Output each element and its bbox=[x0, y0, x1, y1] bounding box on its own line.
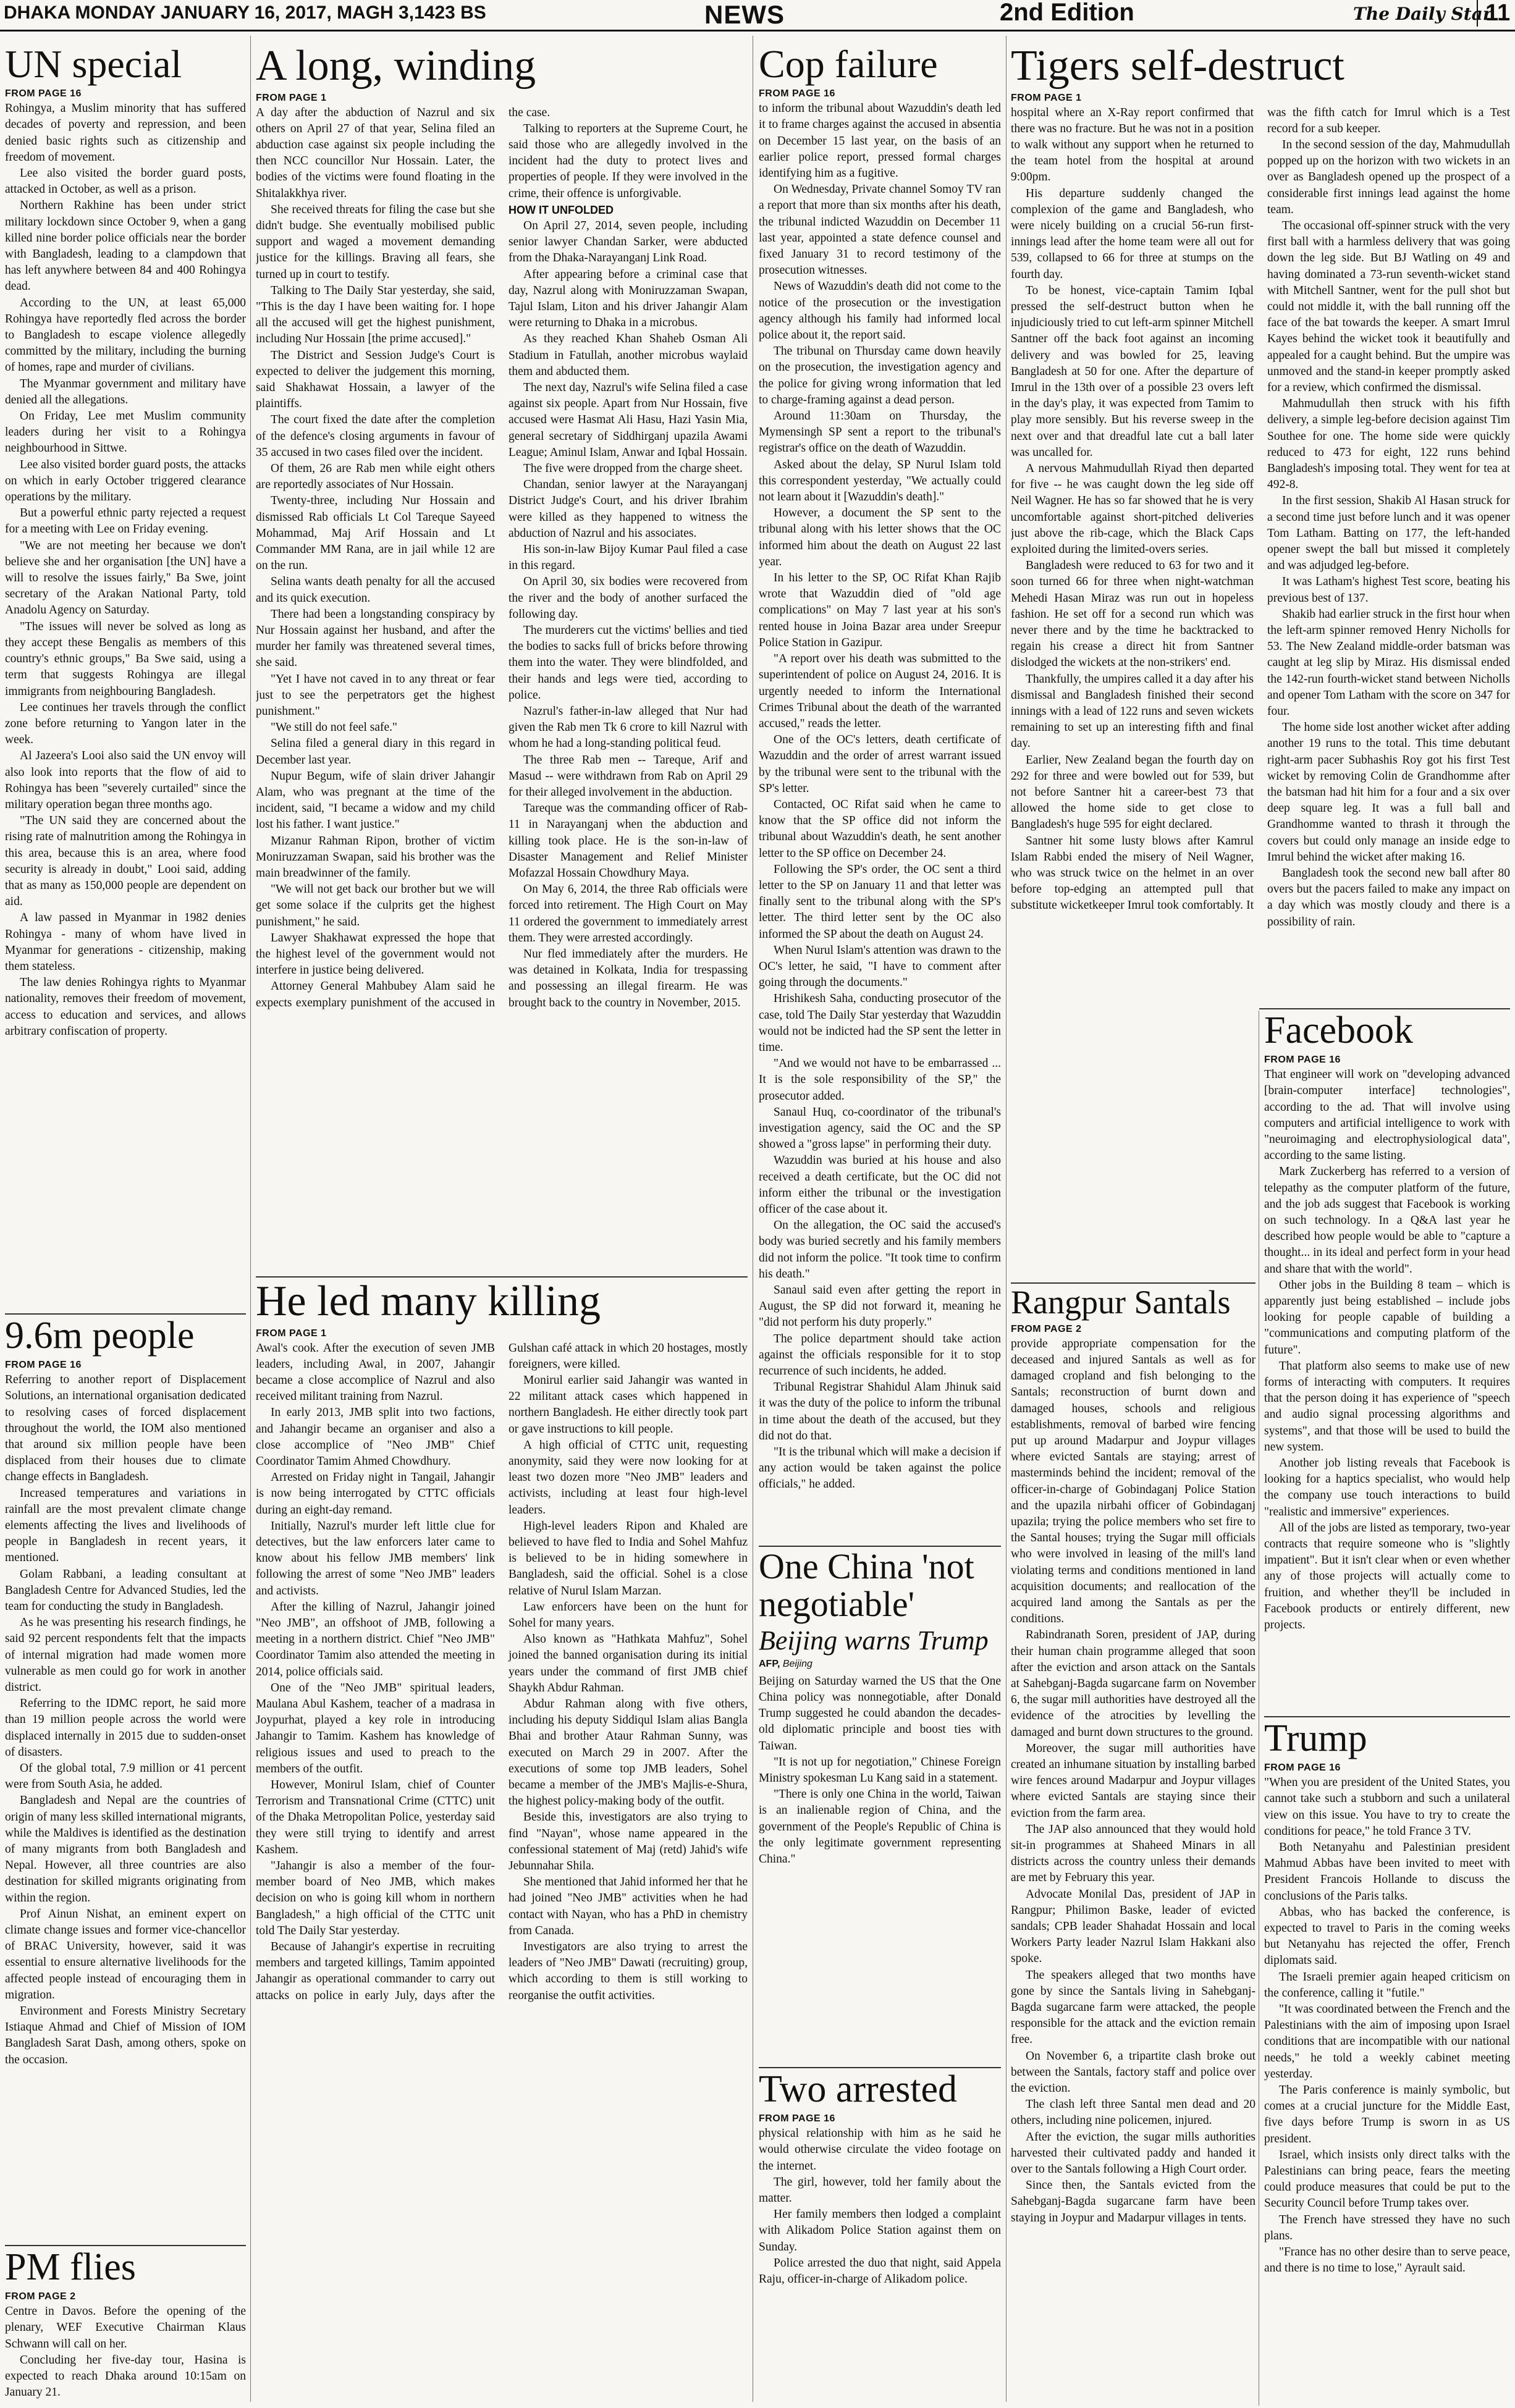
headline: Tigers self-destruct bbox=[1011, 43, 1344, 90]
article-two-arrested bbox=[759, 2069, 1001, 2406]
paragraph: Initially, Nazrul's murder left little clue for detectives, but the law enforcers later came to know about his fellow JMB members' link following the arrest of some "Neo JMB" leaders and activists. bbox=[256, 1519, 495, 1598]
section-divider bbox=[5, 2245, 246, 2246]
section-divider bbox=[759, 1546, 1001, 1547]
paragraph: According to the UN, at least 65,000 Rohingya have reportedly fled across the border to Bangladesh to escape violence allegedly committed by the military, including the burning of homes, rape and murder of civilians. bbox=[5, 296, 246, 374]
article-long-winding bbox=[256, 43, 748, 1274]
paragraph: Sanaul said even after getting the report in August, the SP did not forward it, meaning he "did not perform his duty properly." bbox=[759, 1284, 1001, 1329]
masthead bbox=[0, 0, 1515, 32]
from-page: FROM PAGE 16 bbox=[1264, 1055, 1341, 1066]
paragraph: Wazuddin was buried at his house and also received a death certificate, but the OC did not inform either the tribunal or the investigation officer of the case about it. bbox=[759, 1154, 1001, 1216]
paragraph: The JAP also announced that they would hold sit-in programmes at Shaheed Minars in all districts across the country unless their demands are met by February this year. bbox=[1011, 1822, 1255, 1885]
paragraph: Arrested on Friday night in Tangail, Jahangir is now being interrogated by CTTC officials during an eight-day remand. bbox=[256, 1471, 495, 1517]
paragraph: Centre in Davos. Before the opening of the plenary, WEF Executive Chairman Klaus Schwann will call on her. bbox=[5, 2305, 246, 2351]
paragraph: His departure suddenly changed the complexion of the game and Bangladesh, who were nicely building on a crucial 56-run first-innings lead after the home team were all out for 539, collapsed to 66 for three at stumps on the fourth day. bbox=[1011, 187, 1254, 281]
byline-location: Beijing bbox=[782, 1658, 812, 1669]
paragraph: Police arrested the duo that night, said Appela Raju, officer-in-charge of Alikadom police. bbox=[759, 2256, 1001, 2286]
paragraph: Al Jazeera's Looi also said the UN envoy will also look into reports that the flow of aid to Rohingya has been "severely curtailed" since the military operation began three months ago. bbox=[5, 749, 246, 811]
paragraph: Contacted, OC Rifat said when he came to know that the SP office did not inform the tribunal about Wazuddin's death, he sent another letter to the SP office on December 24. bbox=[759, 798, 1001, 860]
article-facebook bbox=[1264, 1011, 1510, 1714]
byline bbox=[759, 1659, 1001, 1670]
section-divider bbox=[256, 1276, 748, 1278]
headline: Trump bbox=[1264, 1719, 1367, 1759]
paragraph: It was Latham's highest Test score, beating his previous best of 137. bbox=[1267, 575, 1510, 605]
headline: Rangpur Santals bbox=[1011, 1285, 1231, 1321]
paragraph: Also known as "Hathkata Mahfuz", Sohel joined the banned organisation during its initial years under the command of first JMB chief Shaykh Abdur Rahman. bbox=[509, 1633, 748, 1694]
paragraph: The police department should take action against the officials responsible for it to stop recurrence of such incidents, he added. bbox=[759, 1332, 1001, 1378]
paragraph: "We will not get back our brother but we will get some solace if the culprits get the highest punishment," he said. bbox=[256, 883, 495, 928]
from-page: FROM PAGE 2 bbox=[5, 2291, 76, 2302]
from-page: FROM PAGE 16 bbox=[5, 1360, 82, 1371]
paragraph: She received threats for filing the case but she didn't budge. She eventually mobilised public support and waged a movement demanding justice for the killings. Braving all fears, she turned up in court to testify. bbox=[256, 203, 495, 281]
paragraph: Mark Zuckerberg has referred to a version of telepathy as the computer platform of the future, and the job ads suggest that Facebook is working on such technology. In a Q&A last year he described how people would be able to "capture a thought... in its ideal and perfect form in your head and share that with the world". bbox=[1264, 1165, 1510, 1276]
paragraph: Monirul earlier said Jahangir was wanted in 22 militant attack cases which happened in northern Bangladesh. He either directly took part or gave instructions to kill people. bbox=[509, 1373, 748, 1436]
paragraph: Lee continues her travels through the conflict zone before returning to Yangon later in the week. bbox=[5, 701, 246, 747]
paragraph: A day after the abduction of Nazrul and six others on April 27 of that year, Selina filed an abduction case against six people including the then NCC councillor Nur Hossain. Later, the bodies of the victims were found floating in the Shitalakkhya river. bbox=[256, 106, 495, 200]
paragraph: Beijing on Saturday warned the US that the One China policy was nonnegotiable, after Donald Trump suggested he could abandon the decades-old diplomatic principle and boost ties with Taiwan. bbox=[759, 1674, 1001, 1753]
paragraph: Asked about the delay, SP Nurul Islam told this correspondent yesterday, "We actually could not learn about it [Wazuddin's death]." bbox=[759, 458, 1001, 504]
paragraph: Both Netanyahu and Palestinian president Mahmud Abbas have been invited to meet with President Francois Hollande to discuss the conclusions of the Paris talks. bbox=[1264, 1840, 1510, 1903]
paragraph: provide appropriate compensation for the deceased and injured Santals as well as for damaged cropland and fish belonging to the Santals; reconstruction of burnt down and damaged houses, schools and religious establishments, removal of barbed wire fencing put up around Madarpur and Joypur villages where evicted Santals are staying; arrest of masterminds behind the incident; removal of the officer-in-charge of Gobindaganj Police Station and the upazila nirbahi officer of Gobindaganj upazila; trying the police members who set fire to the Santal houses; trying the Sugar mill officials who were involved in leasing of the mill's land violating terms and conditions mentioned in land acquisition documents; and reallocation of the acquired land among the Santals as per the conditions. bbox=[1011, 1337, 1255, 1626]
paragraph: There had been a longstanding conspiracy by Nur Hossain against her husband, and after the murder her family was threatened several times, she said. bbox=[256, 607, 495, 670]
paragraph: In his letter to the SP, OC Rifat Khan Rajib wrote that Wazuddin died of "old age complications" on May 7 last year at his son's rented house in Joina Bazar area under Sreepur Police Station in Gazipur. bbox=[759, 571, 1001, 649]
article-body bbox=[1264, 1067, 1510, 1633]
from-page: FROM PAGE 1 bbox=[1011, 92, 1082, 103]
paragraph: However, Monirul Islam, chief of Counter Terrorism and Transnational Crime (CTTC) unit of the Dhaka Metropolitan Police, yesterday said they were still trying to identify and arrest Kashem. bbox=[256, 1778, 495, 1856]
column-rule bbox=[250, 36, 251, 2402]
section-divider bbox=[759, 2067, 1001, 2068]
paragraph: Of them, 26 are Rab men while eight others are reportedly associates of Nur Hossain. bbox=[256, 461, 495, 492]
article-he-led-many-killing bbox=[256, 1279, 748, 2406]
paragraph: Abdur Rahman along with five others, including his deputy Siddiqul Islam alias Bangla Bhai and brother Ataur Rahman Sunny, was executed on March 29 in 2007. After the executions of some top JMB leaders, Sohel became a member of the JMB's Majlis-e-Shura, the highest policy-making body of the outfit. bbox=[509, 1697, 748, 1808]
headline: UN special bbox=[5, 43, 182, 86]
paragraph: "France has no other desire than to serve peace, and there is no time to lose," Ayrault said. bbox=[1264, 2245, 1510, 2275]
paragraph: The court fixed the date after the completion of the defence's closing arguments in favour of 35 accused in two cases filed over the incident. bbox=[256, 413, 495, 459]
paragraph: Talking to The Daily Star yesterday, she said, "This is the day I have been waiting for. I hope all the accused will get the highest punishment, including Nur Hossain [the prime accused]." bbox=[256, 284, 495, 346]
paragraph: Law enforcers have been on the hunt for Sohel for many years. bbox=[509, 1600, 748, 1630]
paragraph: Lee also visited the border guard posts, attacked in October, as well as a prison. bbox=[5, 167, 246, 196]
paragraph: Nupur Begum, wife of slain driver Jahangir Alam, who was pregnant at the time of the incident, said, "I became a widow and my child lost his father. I want justice." bbox=[256, 769, 495, 831]
paragraph: Selina wants death penalty for all the accused and its quick execution. bbox=[256, 575, 495, 605]
paragraph: "There is only one China in the world, Taiwan is an inalienable region of China, and the government of the People's Republic of China is the only legitimate government representing China." bbox=[759, 1788, 1001, 1866]
paragraph: Awal's cook. After the execution of seven JMB leaders, including Awal, in 2007, Jahangir became a close accomplice of Nazrul and also received militant training from Nazrul. bbox=[256, 1341, 495, 1404]
paragraph: Santner hit some lusty blows after Kamrul Islam Rabbi ended the misery of Neil Wagner, who was struck twice on the helmet in an over before top-edging an attempted pull that substitute wicketkeeper Imrul took comfortably. It was the fifth catch for Imrul which is a Test record for a sub keeper. bbox=[1011, 106, 1510, 912]
paragraph: "And we would not have to be embarrassed ... It is the sole responsibility of the SP," the prosecutor added. bbox=[759, 1057, 1001, 1103]
paragraph: Abbas, who has backed the conference, is expected to travel to Paris in the coming weeks but Netanyahu has rejected the offer, French diplomats said. bbox=[1264, 1905, 1510, 1968]
paragraph: However, a document the SP sent to the tribunal along with his letter shows that the OC informed him about the death on August 22 last year. bbox=[759, 507, 1001, 568]
paragraph: Shakib had earlier struck in the first hour when the left-arm spinner removed Henry Nicholls for 53. The New Zealand middle-order batsman was caught at leg slip by Miraz. His dismissal ended the 142-run fourth-wicket stand between Nicholls and opener Tom Latham with the score on 347 for four. bbox=[1267, 607, 1510, 718]
paragraph: Her family members then lodged a complaint with Alikadom Police Station against them on Sunday. bbox=[759, 2208, 1001, 2254]
paragraph: Bangladesh were reduced to 63 for two and it soon turned 66 for three when night-watchman Mehedi Hasan Miraz was run out in hopeless fashion. He set off for a second run which was never there and by the time he backtracked to regain his crease a direct hit from Santner dislodged the wickets at the non-strikers' end. bbox=[1011, 559, 1254, 670]
paragraph: Tribunal Registrar Shahidul Alam Jhinuk said it was the duty of the police to inform the tribunal in time about the death of the accused, but they did not do that. bbox=[759, 1381, 1001, 1442]
paragraph: Of the global total, 7.9 million or 41 percent were from South Asia, he added. bbox=[5, 1761, 246, 1791]
paragraph: The law denies Rohingya rights to Myanmar nationality, removes their freedom of movement, access to education and services, and allows arbitrary confiscation of property. bbox=[5, 976, 246, 1038]
paragraph: A high official of CTTC unit, requesting anonymity, said they were now looking for at least two dozen more "Neo JMB" leaders and activists, including at least four high-level leaders. bbox=[509, 1438, 748, 1517]
paragraph: "We are not meeting her because we don't believe she and her organisation [the UN] have a will to resolve the issues fairly," Ba Swe, joint secretary of the Arakan National Party, told Anadolu Agency on Saturday. bbox=[5, 539, 246, 617]
section-divider bbox=[1259, 1008, 1510, 1009]
paragraph: High-level leaders Ripon and Khaled are believed to have fled to India and Sohel Mahfuz is believed to be in hiding somewhere in Bangladesh, said the official. Sohel is a close relative of Nurul Islam Marzan. bbox=[509, 1519, 748, 1598]
paragraph: After the eviction, the sugar mills authorities harvested their cultivated paddy and handed it over to the Santals following a High Court order. bbox=[1011, 2130, 1255, 2176]
from-page: FROM PAGE 16 bbox=[759, 2113, 835, 2124]
paragraph: "We still do not feel safe." bbox=[271, 721, 397, 735]
article-trump bbox=[1264, 1719, 1510, 2406]
section-divider bbox=[1264, 1716, 1510, 1717]
paragraph: On Friday, Lee met Muslim community leaders during her visit to a Rohingya neighbourhood in Sittwe. bbox=[5, 410, 246, 455]
headline: Cop failure bbox=[759, 43, 938, 86]
paragraph: Concluding her five-day tour, Hasina is expected to reach Dhaka around 10:15am on January 21. bbox=[5, 2353, 246, 2399]
paragraph: All of the jobs are listed as temporary, two-year contracts that require someone who is "slightly impatient". But it isn't clear when or even whether any of those projects will actually come to fruition, and whether they'll be included in Facebook products or entirely different, new projects. bbox=[1264, 1521, 1510, 1631]
headline: 9.6m people bbox=[5, 1316, 195, 1357]
paragraph: Beside this, investigators are also trying to find "Nayan", whose name appeared in the confessional statement of Maj (retd) Jahid's wife Jebunnahar Shila. bbox=[509, 1811, 748, 1872]
article-body bbox=[256, 1341, 748, 2004]
paragraph: Another job listing reveals that Facebook is looking for a haptics specialist, who would help the company use touch interactions to build "realistic and immersive" experiences. bbox=[1264, 1456, 1510, 1518]
paragraph: to inform the tribunal about Wazuddin's death led it to frame charges against the accused in absentia on December 15 last year, on the basis of an earlier police report, pressed formal charges identifying him as a fugitive. bbox=[759, 102, 1001, 180]
paragraph: Chandan, senior lawyer at the Narayanganj District Judge's Court, and his driver Ibrahim were killed as they happened to witness the abduction of Nazrul and his associates. bbox=[509, 478, 748, 540]
from-page: FROM PAGE 1 bbox=[256, 92, 327, 103]
article-cop-failure bbox=[759, 43, 1001, 1543]
paragraph: As they reached Khan Shaheb Osman Ali Stadium in Fatullah, another microbus waylaid them and abducted them. bbox=[509, 332, 748, 378]
paragraph: "Jahangir is also a member of the four-member board of Neo JMB, which makes decision on who is going kill whom in northern Bangladesh," a high official of the CTTC unit told The Daily Star yesterday. bbox=[256, 1859, 495, 1937]
paragraph: Referring to the IDMC report, he said more than 19 million people across the world were displaced internally in 2015 due to sudden-onset of disasters. bbox=[5, 1697, 246, 1759]
paragraph: Attorney General Mahbubey Alam said he expects exemplary punishment of the accused in the case. bbox=[256, 106, 551, 1009]
paragraph: Other jobs in the Building 8 team – which is apparently just being established – include jobs looking for people capable of building a "communications and computing platform of the future". bbox=[1264, 1278, 1510, 1357]
paragraph: "It is the tribunal which will make a decision if any action would be taken against the police officials," he added. bbox=[759, 1446, 1001, 1491]
paragraph: hospital where an X-Ray report confirmed that there was no fracture. But he was not in a position to walk without any support when he returned to the team hotel from the hospital at around 9:00pm. bbox=[1011, 106, 1254, 184]
paragraph: That platform also seems to make use of new forms of interacting with computers. It requires that the person doing it has experience of "speech and audio signal processing algorithms and systems", and that those will be used to build the new system. bbox=[1264, 1359, 1510, 1454]
paragraph: In the first session, Shakib Al Hasan struck for a second time just before lunch and it was opener Tom Latham. Batting on 177, the left-handed opener swept the ball but missed it completely and was adjudged leg-before. bbox=[1267, 494, 1510, 573]
paragraph: Selina filed a general diary in this regard in December last year. bbox=[256, 737, 495, 767]
article-body bbox=[5, 101, 246, 1040]
paragraph: The Myanmar government and military have denied all the allegations. bbox=[5, 377, 246, 406]
paragraph: Nazrul's father-in-law alleged that Nur had given the Rab men Tk 6 crore to kill Nazrul with whom he had a long-standing political feud. bbox=[509, 705, 748, 751]
from-page: FROM PAGE 16 bbox=[759, 88, 835, 99]
paragraph: The District and Session Judge's Court is expected to deliver the judgement this morning, said Shakhawat Hossain, a lawyer of the plaintiffs. bbox=[256, 348, 495, 411]
paragraph: Moreover, the sugar mill authorities have created an inhumane situation by installing barbed wire fences around Madarpur and Joypur villages where evicted Santals are staying since their eviction from the farm area. bbox=[1011, 1741, 1255, 1820]
paragraph: To be honest, vice-captain Tamim Iqbal pressed the self-destruct button when he injudiciously tried to cut left-arm spinner Mitchell Santner off the back foot against an incoming delivery and was bowled for 25, leaving Bangladesh at 50 for one. After the departure of Imrul in the 13th over of a possible 23 overs left in the day's play, it was expected from Tamim to play more sensibly. But his reverse sweep in the next over and that dreadful late cut a ball later was uncalled for. bbox=[1011, 284, 1254, 459]
page-number: 11 bbox=[1477, 0, 1510, 27]
paragraph: The girl, however, told her family about the matter. bbox=[759, 2175, 1001, 2205]
article-one-china bbox=[759, 1548, 1001, 2065]
article-un-special bbox=[5, 43, 246, 1311]
paragraph: The speakers alleged that two months have gone by since the Santals living in Sahebganj-Bagda sugarcane farm were attacked, the people responsible for the attack and the eviction remain free. bbox=[1011, 1968, 1255, 2047]
from-page: FROM PAGE 1 bbox=[256, 1328, 327, 1339]
paragraph: The tribunal on Thursday came down heavily on the prosecution, the investigation agency and the police for giving wrong information that led to charge-framing against a dead person. bbox=[759, 345, 1001, 406]
paragraph: "It is not up for negotiation," Chinese Foreign Ministry spokesman Lu Kang said in a statement. bbox=[759, 1755, 1001, 1785]
headline: He led many killing bbox=[256, 1279, 601, 1325]
byline-source: AFP, bbox=[759, 1658, 780, 1669]
paragraph: In early 2013, JMB split into two factions, and Jahangir became an organiser and also a close accomplice of "Neo JMB" Chief Coordinator Tamim Ahmed Chowdhury. bbox=[256, 1406, 495, 1468]
paragraph: Increased temperatures and variations in rainfall are the most prevalent climate change elements affecting the lives and livelihoods of people in Bangladesh in recent years, it mentioned. bbox=[5, 1486, 246, 1565]
article-body bbox=[1011, 105, 1510, 930]
paragraph: Advocate Monilal Das, president of JAP in Rangpur; Philimon Baske, leader of evicted sandals; CPB leader Shahadat Hossain and local Workers Party leader Nazrul Islam Hakkani also spoke. bbox=[1011, 1887, 1255, 1966]
paragraph: The Paris conference is mainly symbolic, but comes at a crucial juncture for the Middle East, five days before Trump is sworn in as US president. bbox=[1264, 2083, 1510, 2145]
paragraph: Investigators are also trying to arrest the leaders of "Neo JMB" Dawati (recruiting) group, which according to them is still working to reorganise the outfit activities. bbox=[509, 1940, 748, 2002]
paragraph: Around 11:30am on Thursday, the Mymensingh SP sent a report to the tribunal's registrar's office on the death of Wazuddin. bbox=[759, 410, 1001, 455]
paragraph: HOW IT UNFOLDED bbox=[509, 203, 614, 216]
paragraph: Mizanur Rahman Ripon, brother of victim Moniruzzaman Swapan, said his brother was the main breadwinner of the family. bbox=[256, 834, 495, 880]
paragraph: On May 6, 2014, the three Rab officials were forced into retirement. The High Court on May 11 ordered the government to immediately arrest them. They were arrested accordingly. bbox=[509, 883, 748, 945]
paragraph: The clash left three Santal men dead and 20 others, including nine policemen, injured. bbox=[1011, 2098, 1255, 2128]
paragraph: Israel, which insists only direct talks with the Palestinians can bring peace, fears the meeting could produce measures that could be put to the Security Council before Trump takes over. bbox=[1264, 2148, 1510, 2210]
article-body bbox=[5, 1372, 246, 2068]
paragraph: On April 27, 2014, seven people, including senior lawyer Chandan Sarker, were abducted from the Dhaka-Narayanganj Link Road. bbox=[509, 219, 748, 265]
paragraph: In the second session of the day, Mahmudullah popped up on the horizon with two wickets in an over as Bangladesh opened up the prospect of a considerable first innings lead against the home team. bbox=[1267, 138, 1510, 216]
article-rangpur-santals bbox=[1011, 1285, 1255, 2406]
paragraph: Following the SP's order, the OC sent a third letter to the SP on January 11 and that letter was finally sent to the tribunal along with the SP's letter. The third letter sent by the OC also informed the SP about the death on August 24. bbox=[759, 862, 1001, 941]
paragraph: The home side lost another wicket after adding another 19 runs to the total. This time debutant right-arm pacer Subhashis Roy got his first Test wicket by removing Colin de Grandhomme after the batsman had hit him for a four and a six over deep square leg. It was a full ball and Grandhomme wanted to thrash it through the covers but could only manage an inside edge to Imrul behind the wicket after making 16. bbox=[1267, 721, 1510, 864]
paragraph: Northern Rakhine has been under strict military lockdown since October 9, when a gang killed nine border police officials near the border with Bangladesh, leading to a clampdown that has left anywhere between 84 and 400 Rohingya dead. bbox=[5, 199, 246, 293]
paragraph: Bangladesh and Nepal are the countries of origin of many less skilled international migrants, while the Maldives is identified as the destination of many migrants from both Bangladesh and Nepal. However, all three countries are also destination for skilled migrants originating from within the region. bbox=[5, 1794, 246, 1905]
article-body bbox=[1264, 1775, 1510, 2276]
paragraph: Prof Ainun Nishat, an eminent expert on climate change issues and former vice-chancellor of BRAC University, however, said it was essential to ensure alternative livelihoods for the affected people instead of encouraging them in migration. bbox=[5, 1907, 246, 2002]
article-tigers-self-destruct bbox=[1011, 43, 1510, 1006]
paragraph: "A report over his death was submitted to the superintendent of police on August 24, 2016. It is urgently needed to inform the International Crimes Tribunal about the death of the warranted accused," reads the letter. bbox=[759, 652, 1001, 730]
dateline: DHAKA MONDAY JANUARY 16, 2017, MAGH 3,1423 BS bbox=[4, 2, 486, 23]
article-body bbox=[256, 105, 748, 1011]
paragraph: After appearing before a criminal case that day, Nazrul along with Moniruzzaman Swapan, Tajul Islam, Liton and his driver Jahangir Alam were returning to Dhaka in a microbus. bbox=[509, 267, 748, 330]
headline: One China 'not negotiable' bbox=[759, 1548, 974, 1624]
subheadline: Beijing warns Trump bbox=[759, 1625, 989, 1656]
paragraph: One of the OC's letters, death certificate of Wazuddin and the order of arrest warrant issued by the tribunal were sent to the tribunal with the SP's letter. bbox=[759, 733, 1001, 795]
paragraph: "Yet I have not caved in to any threat or fear just to see the perpetrators get the highest punishment." bbox=[256, 672, 495, 718]
section-label: NEWS bbox=[704, 0, 785, 29]
paragraph: On the allegation, the OC said the accused's body was buried secretly and his family members did not inform the police. "It took time to confirm his death." bbox=[759, 1219, 1001, 1281]
from-page: FROM PAGE 2 bbox=[1011, 1323, 1082, 1334]
paragraph: A law passed in Myanmar in 1982 denies Rohingya - many of whom have lived in Myanmar for generations - citizenship, making them stateless. bbox=[5, 911, 246, 973]
paragraph: That engineer will work on "developing advanced [brain-computer interface] technologies", according to the ad. That will involve using computers and artificial intelligence to work with "neuroimaging and electrophysiological data", according to the same listing. bbox=[1264, 1068, 1510, 1163]
paragraph: The murderers cut the victims' bellies and tied the bodies to sacks full of bricks before throwing them into the water. They were blindfolded, and their hands and legs were tied, according to police. bbox=[509, 624, 748, 702]
article-body bbox=[759, 2126, 1001, 2288]
article-9-6m-people bbox=[5, 1316, 246, 2242]
paragraph: Golam Rabbani, a leading consultant at Bangladesh Centre for Advanced Studies, led the team for conducting the study in Bangladesh. bbox=[5, 1567, 246, 1613]
paragraph: Sanaul Huq, co-coordinator of the tribunal's investigation agency, said the OC and the SP showed a "gross lapse" in performing their duty. bbox=[759, 1105, 1001, 1151]
article-body bbox=[759, 101, 1001, 1492]
paragraph: The next day, Nazrul's wife Selina filed a case against six people. Apart from Nur Hossain, five accused were Hasmat Ali Hasu, Hazi Yasin Mia, general secretary of Siddhirganj upazila Awami League; Aminul Islam, Anwar and Iqbal Hossain. bbox=[509, 381, 748, 459]
article-body bbox=[759, 1673, 1001, 1867]
from-page: FROM PAGE 16 bbox=[5, 88, 82, 99]
article-pm-flies bbox=[5, 2247, 246, 2406]
paragraph: physical relationship with him as he said he would otherwise circulate the video footage on the internet. bbox=[759, 2127, 1001, 2173]
paragraph: Bangladesh took the second new ball after 80 overs but the pacers failed to make any impact on a day which was mostly cloudy and there is a possibility of rain. bbox=[1267, 867, 1510, 928]
from-page: FROM PAGE 16 bbox=[1264, 1762, 1341, 1774]
paragraph: Earlier, New Zealand began the fourth day on 292 for three and were bowled out for 539, but not before Santner hit a career-best 73 that allowed the home side to get close to Bangladesh's huge 595 for eight declared. bbox=[1011, 753, 1254, 831]
paragraph: Nur fled immediately after the murders. He was detained in Kolkata, India for trespassing and possessing an illegal firearm. He was brought back to the country in November, 2015. bbox=[509, 948, 748, 1009]
paragraph: Twenty-three, including Nur Hossain and dismissed Rab officials Lt Col Tareque Sayeed Mohammad, Maj Arif Hossain and Lt Commander MM Rana, are in jail while 12 are on the run. bbox=[256, 494, 495, 573]
article-body bbox=[5, 2304, 246, 2401]
paragraph: "When you are president of the United States, you cannot take such a stubborn and such a unilateral view on this issue. You have to try to create the conditions for peace," he told France 3 TV. bbox=[1264, 1776, 1510, 1838]
newspaper-logo: The Daily Star bbox=[1353, 4, 1492, 24]
headline: PM flies bbox=[5, 2247, 136, 2288]
section-divider bbox=[1011, 1282, 1255, 1284]
edition-label: 2nd Edition bbox=[1000, 0, 1134, 26]
paragraph: Referring to another report of Displacement Solutions, an international organisation dedicated to resolving cases of forced displacement throughout the world, the IOM also mentioned that around six million people have been displaced from their houses due to climate change effects in Bangladesh. bbox=[5, 1373, 246, 1484]
paragraph: One of the "Neo JMB" spiritual leaders, Maulana Abul Kashem, teacher of a madrasa in Joypurhat, played a key role in introducing Jahangir to Tamim. Kashem has knowledge of religious issues and used to preach to the members of the outfit. bbox=[256, 1681, 495, 1775]
paragraph: Rabindranath Soren, president of JAP, during their human chain programme alleged that soon after the eviction and arson attack on the Santals at Sahebganj-Bagda sugarcane farm on November 6, the sugar mill authorities have destroyed all the evidence of the atrocities by levelling the damaged and burnt down structures to the ground. bbox=[1011, 1628, 1255, 1739]
paragraph: "It was coordinated between the French and the Palestinians with the aim of imposing upon Israel conditions that are incompatible with our national needs," he told a weekly cabinet meeting yesterday. bbox=[1264, 2002, 1510, 2081]
paragraph: Lawyer Shakhawat expressed the hope that the highest level of the government would not interfere in justice being delivered. bbox=[256, 931, 495, 977]
paragraph: Thankfully, the umpires called it a day after his dismissal and Bangladesh finished their second innings with a lead of 122 runs and seven wickets remaining to set up an interesting fifth and final day. bbox=[1011, 672, 1254, 751]
paragraph: Mahmudullah then struck with his fifth delivery, a simple leg-before decision against Tim Southee for one. The home side were quickly reduced to 473 for eight, 122 runs behind Bangladesh's imposing total. They went for tea at 492-8. bbox=[1267, 397, 1510, 492]
paragraph: News of Wazuddin's death did not come to the notice of the prosecution or the investigation agency although his family had informed local police about it, the report said. bbox=[759, 280, 1001, 342]
headline: A long, winding bbox=[256, 43, 536, 90]
paragraph: After the killing of Nazrul, Jahangir joined "Neo JMB", an offshoot of JMB, following a meeting in a northern district. Chief "Neo JMB" Coordinator Tamim also attended the meeting in 2014, police officials said. bbox=[256, 1600, 495, 1678]
paragraph: The occasional off-spinner struck with the very first ball with a harmless delivery that was going down the leg side. But BJ Watling on 49 and having dominated a 73-run seventh-wicket stand with Mitchell Santner, went for the pull shot but could not middle it, with the ball running off the face of the bat towards the keeper. A smart Imrul Kayes behind the wicket took it beautifully and appealed for a caught behind. But the umpire was unmoved and the stand-in keeper promptly asked for a review, which confirmed the dismissal. bbox=[1267, 219, 1510, 394]
paragraph: Environment and Forests Ministry Secretary Istiaque Ahmad and Chief of Mission of IOM Bangladesh Sarat Dash, among others, spoke on the occasion. bbox=[5, 2005, 246, 2066]
paragraph: His son-in-law Bijoy Kumar Paul filed a case in this regard. bbox=[509, 542, 748, 573]
paragraph: Hrishikesh Saha, conducting prosecutor of the case, told The Daily Star yesterday that Wazuddin would not be indicted had the SP sent the letter in time. bbox=[759, 992, 1001, 1054]
paragraph: As he was presenting his research findings, he said 92 percent respondents felt that the impacts of internal migration had made women more vulnerable as men could go for work in another district. bbox=[5, 1616, 246, 1694]
paragraph: "The UN said they are concerned about the rising rate of malnutrition among the Rohingya in this area, because this is an area, where food security is already in doubt," Looi said, adding that as many as 150,000 people are dependent on aid. bbox=[5, 814, 246, 909]
paragraph: The five were dropped from the charge sheet. bbox=[523, 461, 743, 475]
paragraph: Because of Jahangir's expertise in recruiting members and targeted killings, Tamim appointed Jahangir as operational commander to carry out attacks on police in early July, days after the Gulshan café attack in which 20 hostages, mostly foreigners, were killed. bbox=[256, 1341, 748, 2002]
paragraph: When Nurul Islam's attention was drawn to the OC's letter, he said, "I have to comment after going through the documents." bbox=[759, 943, 1001, 990]
paragraph: On Wednesday, Private channel Somoy TV ran a report that more than six months after his death, the tribunal indicted Wazuddin on December 11 last year, appointed a state defence counsel and fixed January 31 to record testimony of the prosecution witnesses. bbox=[759, 183, 1001, 277]
section-divider bbox=[5, 1313, 246, 1315]
paragraph: But a powerful ethnic party rejected a request for a meeting with Lee on Friday evening. bbox=[5, 507, 246, 536]
paragraph: The Israeli premier again heaped criticism on the conference, calling it "futile." bbox=[1264, 1970, 1510, 2000]
article-body bbox=[1011, 1336, 1255, 2226]
paragraph: A nervous Mahmudullah Riyad then departed for five -- he was caught down the leg side off Neil Wagner. He has so far showed that he is very uncomfortable against short-pitched deliveries just above the rib-cage, which the Black Caps exploited during the limited-overs series. bbox=[1011, 461, 1254, 556]
paragraph: She mentioned that Jahid informed her that he had joined "Neo JMB" activities when he had contact with Nayan, who has a PhD in chemistry from Canada. bbox=[509, 1875, 748, 1937]
paragraph: Since then, the Santals evicted from the Sahebganj-Bagda sugarcane farm have been staying in Joypur and Madarpur villages in tents. bbox=[1011, 2179, 1255, 2225]
paragraph: On November 6, a tripartite clash broke out between the Santals, factory staff and police over the eviction. bbox=[1011, 2049, 1255, 2095]
paragraph: On April 30, six bodies were recovered from the river and the body of another surfaced the following day. bbox=[509, 575, 748, 621]
headline: Two arrested bbox=[759, 2069, 958, 2110]
paragraph: Tareque was the commanding officer of Rab-11 in Narayanganj when the abduction and killing took place. He is the son-in-law of Disaster Management and Relief Minister Mofazzal Hossain Chowdhury Maya. bbox=[509, 802, 748, 880]
headline: Facebook bbox=[1264, 1011, 1414, 1051]
paragraph: "The issues will never be solved as long as they accept these Bengalis as members of this country's ethnic groups," Ba Swe said, using a term that suggests Rohingya are illegal immigrants from neighbouring Bangladesh. bbox=[5, 620, 246, 698]
paragraph: The French have stressed they have no such plans. bbox=[1264, 2213, 1510, 2242]
paragraph: Lee also visited border guard posts, the attacks on which in early October triggered clearance operations by the military. bbox=[5, 458, 246, 504]
paragraph: The three Rab men -- Tareque, Arif and Masud -- were withdrawn from Rab on April 29 for their alleged involvement in the abduction. bbox=[509, 753, 748, 799]
paragraph: Rohingya, a Muslim minority that has suffered decades of poverty and repression, and been denied basic rights such as citizenship and freedom of movement. bbox=[5, 102, 246, 164]
paragraph: Talking to reporters at the Supreme Court, he said those who are allegedly involved in the incident had the duty to protect lives and properties of people. If they were involved in the crime, their offence is unforgivable. bbox=[509, 122, 748, 200]
